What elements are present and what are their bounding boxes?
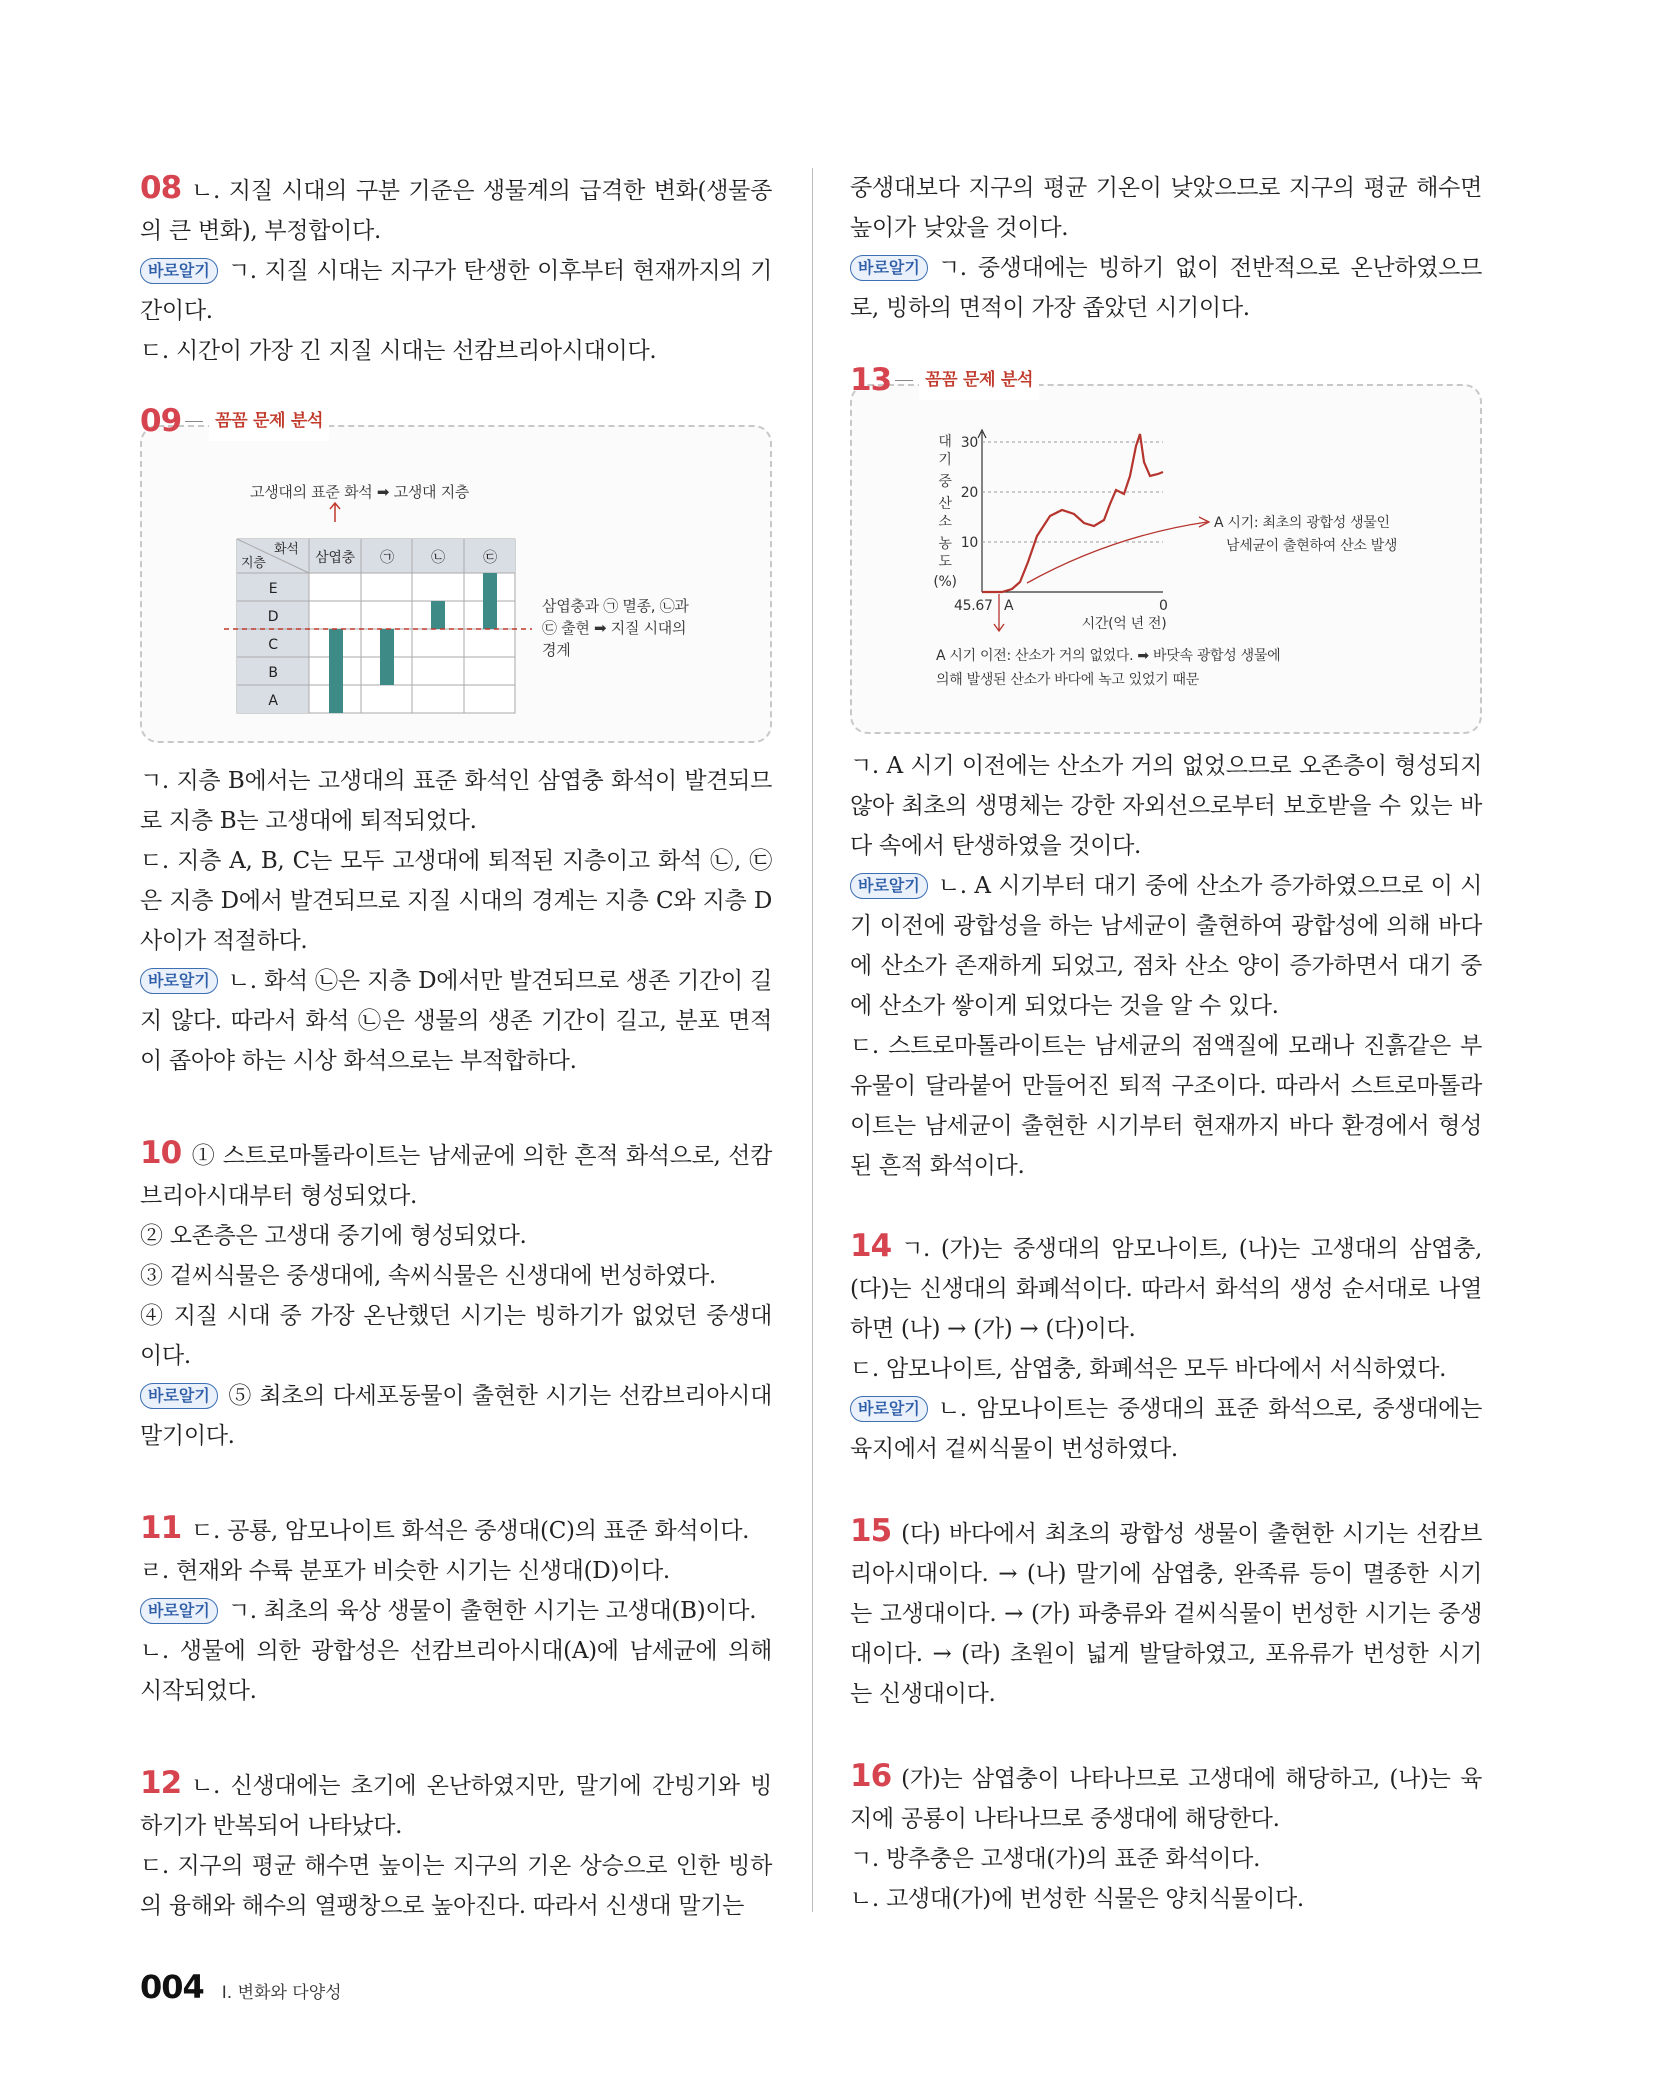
correction-badge: 바로알기 <box>850 1396 928 1422</box>
answer-text: ㄱ. A 시기 이전에는 산소가 거의 없었으므로 오존층이 형성되지 않아 최초의 생명체는 강한 자외선으로부터 보호받을 수 있는 바다 속에서 탄생하였을 것이다. <box>850 753 1482 859</box>
question-11 <box>140 1508 772 1711</box>
question-14 <box>850 1226 1482 1469</box>
correction-badge: 바로알기 <box>140 968 218 994</box>
top-note: 고생대의 표준 화석 ➡ 고생대 지층 <box>250 483 470 501</box>
answer-text: ㄱ. 지층 B에서는 고생대의 표준 화석인 삼엽충 화석이 발견되므로 지층 B는 고생대에 퇴적되었다. <box>140 768 772 834</box>
question-08 <box>140 168 772 371</box>
question-12 <box>140 1763 772 1926</box>
layer-label: B <box>268 665 278 681</box>
answer-text: ㄱ. (가)는 중생대의 암모나이트, (나)는 고생대의 삼엽충, (다)는 신생대의 화폐석이다. 따라서 화석의 생성 순서대로 나열하면 (나) → (가) → (다)이다. <box>850 1236 1482 1342</box>
correction-badge: 바로알기 <box>850 255 928 281</box>
question-number: 16 <box>850 1758 892 1794</box>
answer-text: ㄴ. 지질 시대의 구분 기준은 생물계의 급격한 변화(생물종의 큰 변화), 부정합이다. <box>140 178 772 244</box>
y-axis-label <box>933 433 956 590</box>
correction-text: ㄱ. 중생대에는 빙하기 없이 전반적으로 온난하였으므로, 빙하의 면적이 가장 좁았던 시기이다. <box>850 255 1482 321</box>
answer-text: 중생대보다 지구의 평균 기온이 낮았으므로 지구의 평균 해수면 높이가 낮았을 것이다. <box>850 175 1482 241</box>
analysis-box-title: 꼼꼼 문제 분석 <box>209 401 329 441</box>
annotation-right: 남세균이 출현하여 산소 발생 <box>1226 538 1398 554</box>
x-tick-start: 45.67 <box>954 598 993 614</box>
header-layer: 지층 <box>241 556 266 571</box>
svg-text:소: 소 <box>938 514 952 530</box>
oxygen-curve <box>982 434 1163 592</box>
column-divider <box>812 168 813 1912</box>
analysis-box <box>850 362 1482 734</box>
svg-text:도: 도 <box>938 554 952 570</box>
column-header: ㉢ <box>483 550 497 566</box>
svg-text:기: 기 <box>938 452 952 468</box>
svg-text:(%): (%) <box>933 574 957 590</box>
question-number: 08 <box>140 170 182 206</box>
correction-text: ㄷ. 시간이 가장 긴 지질 시대는 선캄브리아시대이다. <box>140 338 657 364</box>
x-axis-label: 시간(억 년 전) <box>1081 616 1167 632</box>
question-number: 13 <box>850 362 892 398</box>
correction-text: ⑤ 최초의 다세포동물이 출현한 시기는 선캄브리아시대 말기이다. <box>140 1383 772 1449</box>
side-note: 경계 <box>542 641 571 659</box>
side-note: 삼엽충과 ㉠ 멸종, ㉡과 <box>542 597 689 615</box>
annotation-right: A 시기: 최초의 광합성 생물인 <box>1214 515 1390 531</box>
question-number: 14 <box>850 1228 892 1264</box>
answer-text: ㄷ. 암모나이트, 삼엽충, 화폐석은 모두 바다에서 서식하였다. <box>850 1356 1447 1382</box>
svg-text:중: 중 <box>938 474 952 490</box>
y-tick-label: 20 <box>960 485 978 501</box>
fossil-range-bar-trilobite <box>329 629 343 713</box>
fossil-range-bar-b <box>431 601 445 629</box>
question-15 <box>850 1511 1482 1714</box>
header-fossil: 화석 <box>274 542 299 557</box>
question-number: 11 <box>140 1510 182 1546</box>
svg-text:산: 산 <box>938 496 952 512</box>
right-column <box>850 168 1482 1919</box>
answer-text: ㄷ. 지구의 평균 해수면 높이는 지구의 기온 상승으로 인한 빙하의 융해와 해수의 열팽창으로 높아진다. 따라서 신생대 말기는 <box>140 1853 772 1919</box>
x-tick-a: A <box>1004 598 1014 614</box>
svg-text:대: 대 <box>938 434 952 450</box>
answer-text: ① 스트로마톨라이트는 남세균에 의한 흔적 화석으로, 선캄브리아시대부터 형성되었다. <box>140 1143 772 1209</box>
analysis-box <box>140 403 772 743</box>
column-header: ㉡ <box>431 550 445 566</box>
answer-text: ④ 지질 시대 중 가장 온난했던 시기는 빙하기가 없었던 중생대이다. <box>140 1303 772 1369</box>
side-note: ㉢ 출현 ➡ 지질 시대의 <box>542 619 687 637</box>
strata-table <box>237 539 515 713</box>
layer-label: E <box>268 581 278 597</box>
y-tick-label: 10 <box>960 535 978 551</box>
correction-text: ㄴ. 화석 ㉡은 지층 D에서만 발견되므로 생존 기간이 길지 않다. 따라서 화석 ㉡은 생물의 생존 기간이 길고, 분포 면적이 좁아야 하는 시상 화석으로는 부적합하다. <box>140 968 772 1074</box>
column-header: 삼엽충 <box>315 550 355 566</box>
layer-label: D <box>267 609 279 625</box>
question-13 <box>850 362 1482 1186</box>
answer-text: ㄹ. 현재와 수륙 분포가 비슷한 시기는 신생대(D)이다. <box>140 1558 670 1584</box>
answer-text: ② 오존층은 고생대 중기에 형성되었다. <box>140 1223 527 1249</box>
correction-badge: 바로알기 <box>140 1598 218 1624</box>
section-title: Ⅰ. 변화와 다양성 <box>221 1983 342 2003</box>
connector-line <box>895 380 913 381</box>
answer-text: ㄴ. 고생대(가)에 번성한 식물은 양치식물이다. <box>850 1886 1304 1912</box>
correction-text: ㄴ. A 시기부터 대기 중에 산소가 증가하였으므로 이 시기 이전에 광합성을 하는 남세균이 출현하여 광합성에 의해 바다에 산소가 존재하게 되었고, 점차 산소 양이 증가하면서 대기 중에 산소가 쌓이게 되었다는 것을 알 수 있다. <box>850 873 1482 1019</box>
question-number: 09 <box>140 403 182 439</box>
annotation-bottom: A 시기 이전: 산소가 거의 없었다. ➡ 바닷속 광합성 생물에 <box>936 648 1281 664</box>
layer-label: C <box>268 637 278 653</box>
column-header: ㉠ <box>380 550 394 566</box>
arrow-icon <box>330 503 340 522</box>
question-16 <box>850 1756 1482 1919</box>
page-footer <box>140 1968 342 2006</box>
annotation-arrow <box>1027 522 1207 583</box>
answer-text: ③ 겉씨식물은 중생대에, 속씨식물은 신생대에 번성하였다. <box>140 1263 716 1289</box>
question-number: 10 <box>140 1135 182 1171</box>
analysis-box-title: 꼼꼼 문제 분석 <box>919 360 1039 400</box>
correction-badge: 바로알기 <box>850 873 928 899</box>
question-12-continued <box>850 168 1482 328</box>
correction-text: ㄱ. 지질 시대는 지구가 탄생한 이후부터 현재까지의 기간이다. <box>140 258 772 324</box>
annotation-bottom: 의해 발생된 산소가 바다에 녹고 있었기 때문 <box>936 672 1199 688</box>
answer-text: ㄷ. 지층 A, B, C는 모두 고생대에 퇴적된 지층이고 화석 ㉡, ㉢은 지층 D에서 발견되므로 지질 시대의 경계는 지층 C와 지층 D 사이가 적절하다. <box>140 848 772 954</box>
answer-text: ㄱ. 방추충은 고생대(가)의 표준 화석이다. <box>850 1846 1261 1872</box>
answer-text: ㄷ. 스트로마톨라이트는 남세균의 점액질에 모래나 진흙같은 부유물이 달라붙어 만들어진 퇴적 구조이다. 따라서 스트로마톨라이트는 남세균이 출현한 시기부터 현재까지 바다 환경에서 형성된 흔적 화석이다. <box>850 1033 1482 1179</box>
x-tick-end: 0 <box>1159 598 1168 614</box>
correction-text: ㄴ. 암모나이트는 중생대의 표준 화석으로, 중생대에는 육지에서 겉씨식물이 번성하였다. <box>850 1396 1482 1462</box>
correction-text: ㄴ. 생물에 의한 광합성은 선캄브리아시대(A)에 남세균에 의해 시작되었다. <box>140 1638 772 1704</box>
correction-badge: 바로알기 <box>140 258 218 284</box>
connector-line <box>185 421 203 422</box>
oxygen-chart <box>852 386 1480 730</box>
left-column <box>140 168 772 1926</box>
correction-badge: 바로알기 <box>140 1383 218 1409</box>
question-10 <box>140 1133 772 1456</box>
answer-text: (다) 바다에서 최초의 광합성 생물이 출현한 시기는 선캄브리아시대이다. → (나) 말기에 삼엽충, 완족류 등이 멸종한 시기는 고생대이다. → (가) 파충류와 겉씨식물이 번성한 시기는 중생대이다. → (라) 초원이 넓게 발달하였고, 포유류가 번성한 시기는 신생대이다. <box>850 1521 1482 1707</box>
fossil-range-bar-a <box>380 629 394 685</box>
answer-text: (가)는 삼엽충이 나타나므로 고생대에 해당하고, (나)는 육지에 공룡이 나타나므로 중생대에 해당한다. <box>850 1766 1482 1832</box>
layer-label: A <box>268 693 278 709</box>
question-09 <box>140 403 772 1081</box>
svg-text:농: 농 <box>938 536 952 552</box>
gridlines <box>982 442 1163 542</box>
question-number: 12 <box>140 1765 182 1801</box>
annotation-arrow <box>994 594 1004 631</box>
correction-text: ㄱ. 최초의 육상 생물이 출현한 시기는 고생대(B)이다. <box>227 1598 757 1624</box>
page-number: 004 <box>140 1968 204 2006</box>
answer-text: ㄷ. 공룡, 암모나이트 화석은 중생대(C)의 표준 화석이다. <box>191 1518 750 1544</box>
y-ticks <box>961 435 978 551</box>
question-number: 15 <box>850 1513 892 1549</box>
answer-text: ㄴ. 신생대에는 초기에 온난하였지만, 말기에 간빙기와 빙하기가 반복되어 나타났다. <box>140 1773 772 1839</box>
y-tick-label: 30 <box>960 435 978 451</box>
fossil-range-bar-c <box>483 573 497 629</box>
strata-fossil-diagram <box>142 427 770 737</box>
